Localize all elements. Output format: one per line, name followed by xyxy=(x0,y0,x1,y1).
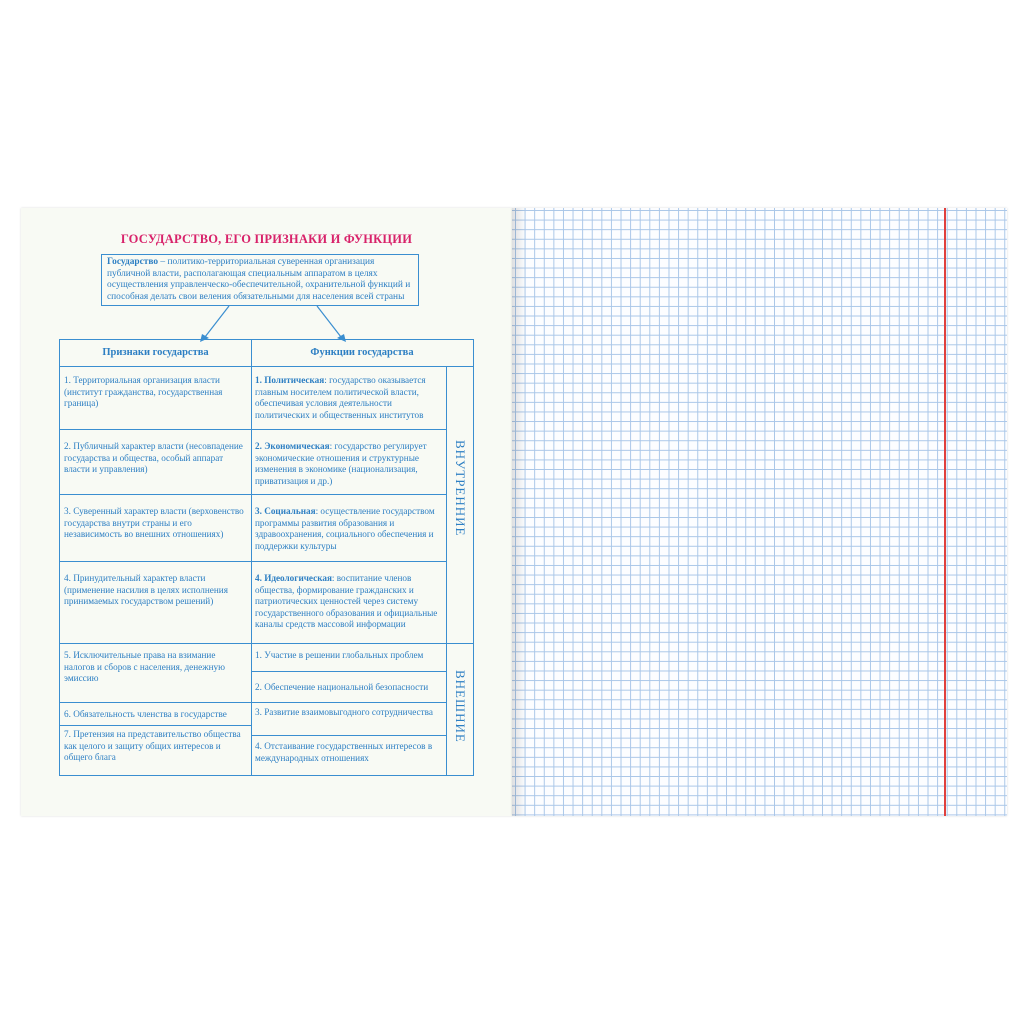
definition-box xyxy=(101,254,419,306)
external-function-cell: 1. Участие в решении глобальных проблем xyxy=(255,650,424,660)
row-divider xyxy=(60,702,251,703)
definition-term: Государство xyxy=(107,257,159,267)
group-label-external: ВНЕШНИЕ xyxy=(453,670,468,743)
sign-cell: 2. Публичный характер власти (несовпадение государства и общества, особый аппарат власти и управления) xyxy=(64,441,243,475)
row-divider xyxy=(251,671,446,672)
external-function-cell: 3. Развитие взаимовыгодного сотрудничества xyxy=(255,707,433,717)
function-text: : воспитание членов общества, формирование гражданских и патриотических ценностей через систему государственного образования и официальные каналы средств массовой информации xyxy=(255,573,438,630)
external-function-cell: 2. Обеспечение национальной безопасности xyxy=(255,682,429,692)
row-divider xyxy=(60,494,251,495)
sign-cell: 6. Обязательность членства в государстве xyxy=(64,709,227,719)
row-divider xyxy=(251,429,446,430)
sign-cell: 4. Принудительный характер власти (применение насилия в целях исполнения принимаемых государством решений) xyxy=(64,573,228,607)
row-divider xyxy=(60,725,251,726)
row-divider xyxy=(251,561,446,562)
definition-text: – политико-территориальная суверенная организация публичной власти, располагающая специальным аппаратом в целях осуществления управленческо-обеспечительной, охранительной функций и способная делать свои веления обязательными для населения всей страны xyxy=(107,257,411,302)
row-divider xyxy=(60,561,251,562)
row-divider xyxy=(251,702,446,703)
group-separator xyxy=(251,643,473,644)
group-label-internal: ВНУТРЕННИЕ xyxy=(453,440,468,537)
function-name: 1. Политическая xyxy=(255,375,325,385)
row-divider xyxy=(251,494,446,495)
external-function-cell: 4. Отстаивание государственных интересов в международных отношениях xyxy=(255,741,433,763)
arrows xyxy=(21,304,512,344)
right-page-grid xyxy=(512,208,1007,816)
internal-function-cell xyxy=(251,375,446,421)
header-functions: Функции государства xyxy=(310,347,414,358)
internal-function-cell xyxy=(251,441,446,487)
sign-cell: 7. Претензия на представительство общества как целого и защиту общих интересов и общего блага xyxy=(64,729,241,763)
function-text: : государство регулирует экономические отношения и структурные изменения в экономике (национализация, приватизация и др.) xyxy=(255,441,427,486)
sign-cell: 1. Территориальная организация власти (институт гражданства, государственная граница) xyxy=(64,375,223,409)
function-name: 3. Социальная xyxy=(255,506,316,516)
left-page xyxy=(21,208,512,816)
internal-function-cell xyxy=(251,506,446,552)
state-table xyxy=(59,339,474,776)
arrow-right-icon xyxy=(317,306,341,337)
row-divider xyxy=(60,429,251,430)
function-text: : осуществление государством программы развития образования и здравоохранения, социального обеспечения и поддержки культуры xyxy=(255,506,435,551)
internal-function-cell xyxy=(251,573,446,631)
header-divider xyxy=(60,366,473,367)
sign-cell: 3. Суверенный характер власти (верховенство государства внутри страны и его независимость во внешних отношениях) xyxy=(64,506,244,540)
sign-cell: 5. Исключительные права на взимание налогов и сборов с населения, денежную эмиссию xyxy=(64,650,225,684)
header-signs: Признаки государства xyxy=(102,347,209,358)
function-name: 2. Экономическая xyxy=(255,441,330,451)
row-divider xyxy=(60,643,251,644)
arrow-left-icon xyxy=(205,306,229,337)
page-title: ГОСУДАРСТВО, ЕГО ПРИЗНАКИ И ФУНКЦИИ xyxy=(120,232,413,246)
function-text: : государство оказывается главным носителем политической власти, обеспечивая условия деятельности политических и общественных институтов xyxy=(255,375,426,420)
function-name: 4. Идеологическая xyxy=(255,573,332,583)
row-divider xyxy=(251,735,446,736)
margin-line xyxy=(944,208,946,816)
group-divider xyxy=(446,366,447,775)
